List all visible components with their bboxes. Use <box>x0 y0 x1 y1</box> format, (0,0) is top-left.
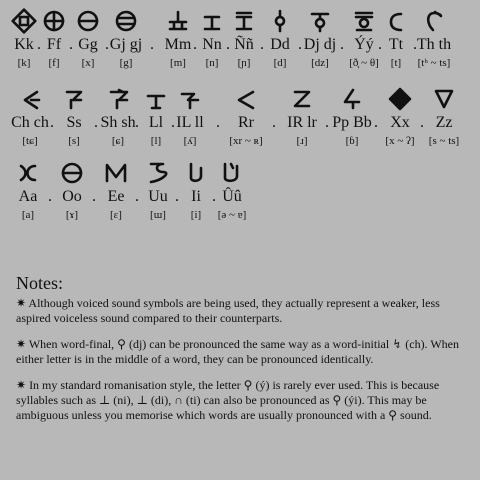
ipa-value: [k] <box>17 57 31 69</box>
latin-letter: Ch ch <box>11 114 49 131</box>
star-icon: ✷ <box>16 378 27 392</box>
latin-letter: Aa <box>18 188 38 205</box>
separator-dot: . <box>226 36 230 53</box>
latin-letter: Dd <box>270 36 290 53</box>
ipa-value: [ə ~ ɐ] <box>217 209 247 221</box>
separator-dot: . <box>298 36 302 53</box>
separator-dot: . <box>69 36 73 53</box>
separator-dot: . <box>212 188 216 205</box>
ipa-value: [dz] <box>311 57 329 69</box>
latin-letter: Ff <box>46 36 62 53</box>
separator-dot: . <box>260 36 264 53</box>
letter-cell <box>404 6 464 70</box>
ipa-value: [ɲ] <box>237 57 251 69</box>
letter-cell <box>414 84 474 148</box>
separator-dot: . <box>193 36 197 53</box>
separator-dot: . <box>378 36 382 53</box>
ipa-value: [ð̞ ~ θ] <box>349 57 379 69</box>
latin-letter: Uu <box>148 188 168 205</box>
ipa-value: [xr ~ ʀ] <box>229 135 263 147</box>
glyph-zz-icon <box>414 84 474 114</box>
ipa-value: [ɛ] <box>110 209 122 221</box>
latin-letter: Ññ <box>234 36 254 53</box>
separator-dot: . <box>94 114 98 131</box>
ipa-value: [d] <box>273 57 287 69</box>
latin-letter: Gj gj <box>109 36 143 53</box>
ipa-value: [tʰ ~ ts] <box>417 57 451 69</box>
latin-letter: Nn <box>202 36 222 53</box>
latin-letter: Ûû <box>222 188 242 205</box>
ipa-value: [f] <box>48 57 60 69</box>
latin-letter: Th th <box>416 36 452 53</box>
ipa-value: [ɕ] <box>111 135 125 147</box>
note-2: ✷ When word-final, ⚲ (dj) can be pronounced the same way as a word-initial ↯ (ch). When either letter is in the middle of a word, they can be pronounced identically. <box>16 337 459 366</box>
glyph-th-icon <box>404 6 464 36</box>
star-icon: ✷ <box>16 337 27 351</box>
latin-letter: Ss <box>66 114 82 131</box>
note-1: ✷ Although voiced sound symbols are being used, they actually represent a weaker, less aspired voiceless sound compared to their counterparts. <box>16 296 440 325</box>
separator-dot: . <box>272 114 276 131</box>
ipa-value: [ɤ] <box>65 209 79 221</box>
separator-dot: . <box>420 114 424 131</box>
ipa-value: [t] <box>390 57 402 69</box>
ipa-value: [g] <box>119 57 133 69</box>
separator-dot: . <box>92 188 96 205</box>
star-icon: ✷ <box>16 296 27 310</box>
latin-letter: Rr <box>238 114 254 131</box>
latin-letter: Tt <box>388 36 404 53</box>
separator-dot: . <box>105 36 109 53</box>
separator-dot: . <box>175 188 179 205</box>
separator-dot: . <box>135 114 139 131</box>
ipa-value: [s ~ ts] <box>428 135 460 147</box>
latin-letter: Ii <box>191 188 201 205</box>
latin-letter: Mm <box>164 36 192 53</box>
glyph-ily-icon <box>160 84 220 114</box>
separator-dot: . <box>216 114 220 131</box>
ipa-value: [n] <box>205 57 219 69</box>
separator-dot: . <box>340 36 344 53</box>
latin-letter: IR lr <box>287 114 317 131</box>
separator-dot: . <box>171 114 175 131</box>
ipa-value: [x ~ ʔ] <box>385 135 415 147</box>
letter-cell <box>202 158 262 222</box>
ipa-value: [ɹ] <box>296 135 308 147</box>
ipa-value: [ɯ] <box>150 209 166 221</box>
separator-dot: . <box>150 36 154 53</box>
ipa-value: [m] <box>170 57 186 69</box>
notes-section <box>16 272 472 434</box>
glyph-uhat-icon <box>202 158 262 188</box>
latin-letter: Gg <box>78 36 98 53</box>
latin-letter: Dj dj <box>303 36 337 53</box>
letter-cell <box>160 84 220 148</box>
separator-dot: . <box>37 36 41 53</box>
ipa-value: [ɓ] <box>345 135 359 147</box>
ipa-value: [x] <box>81 57 95 69</box>
glyph-rr-icon <box>216 84 276 114</box>
notes-heading: Notes: <box>16 273 63 293</box>
ipa-value: [ʎ] <box>183 135 197 147</box>
separator-dot: . <box>135 188 139 205</box>
ipa-value: [tɕ] <box>22 135 38 147</box>
separator-dot: . <box>50 114 54 131</box>
latin-letter: IL ll <box>176 114 204 131</box>
ipa-value: [s] <box>68 135 80 147</box>
latin-letter: Pp Bb <box>332 114 372 131</box>
latin-letter: Kk <box>14 36 34 53</box>
ipa-value: [i] <box>190 209 202 221</box>
letter-cell <box>216 84 276 148</box>
latin-letter: Oo <box>62 188 82 205</box>
latin-letter: Zz <box>435 114 453 131</box>
latin-letter: Ll <box>148 114 164 131</box>
ipa-value: [a] <box>21 209 35 221</box>
latin-letter: Ýý <box>354 36 374 53</box>
separator-dot: . <box>48 188 52 205</box>
letter-cell <box>96 6 156 70</box>
latin-letter: Sh sh <box>100 114 136 131</box>
ipa-value: [l] <box>150 135 162 147</box>
latin-letter: Ee <box>107 188 125 205</box>
separator-dot: . <box>325 114 329 131</box>
separator-dot: . <box>413 36 417 53</box>
note-3: ✷ In my standard romanisation style, the letter ⚲ (ý) is rarely ever used. This is because syllables such as ⊥ (ni), ⊥ (di), ∩ (ti) can also be pronounced as ⚲ (ýi). This may be ambiguous unless you memorise which words are usually pronounced with a ⚲ sound. <box>16 378 440 422</box>
latin-letter: Xx <box>390 114 410 131</box>
circle-2bar-icon <box>96 6 156 36</box>
separator-dot: . <box>374 114 378 131</box>
